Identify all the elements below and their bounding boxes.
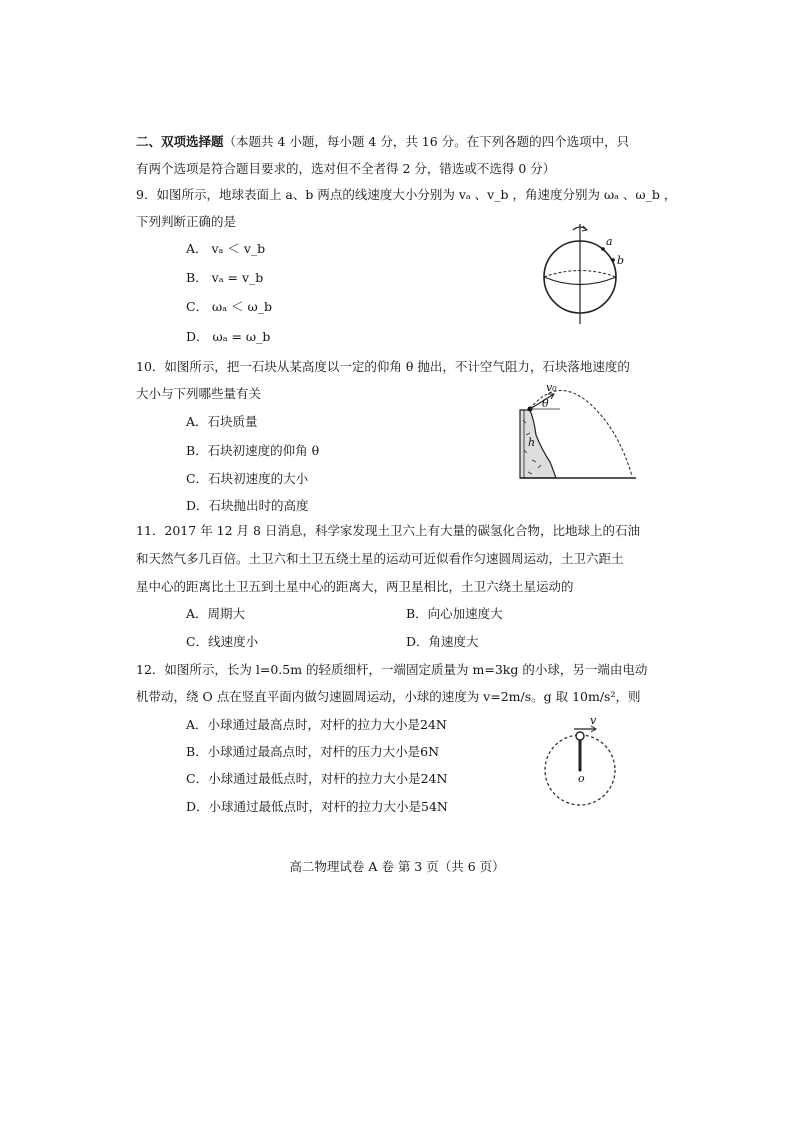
q9-earth-figure	[530, 222, 640, 326]
q9-option-c: C． ωₐ ＜ ω_b	[186, 299, 272, 314]
q9-option-a: A． vₐ ＜ v_b	[186, 241, 266, 256]
q12-option-a: A．小球通过最高点时，对杆的拉力大小是24N	[186, 717, 447, 732]
q11-option-b: B．向心加速度大	[406, 606, 503, 621]
q10-stem-line2: 大小与下列哪些量有关	[136, 386, 262, 401]
page-footer: 高二物理试卷 A 卷 第 3 页（共 6 页）	[289, 859, 505, 874]
section-header	[136, 133, 629, 151]
q10-label-theta: θ	[542, 397, 549, 410]
q11-stem-line2: 和天然气多几百倍。土卫六和土卫五绕土星的运动可近似看作匀速圆周运动，土卫六距土	[136, 551, 624, 566]
q12-label-o: o	[578, 772, 585, 785]
q12-stem-line2: 机带动，绕 O 点在竖直平面内做匀速圆周运动，小球的速度为 v=2m/s。g 取 10m/s²，则	[136, 689, 641, 704]
q12-ball	[576, 732, 584, 740]
q11-stem-line1: 11．2017 年 12 月 8 日消息，科学家发现土卫六上有大量的碳氢化合物，比地球上的石油	[136, 523, 640, 538]
q9-option-d: D． ωₐ = ω_b	[186, 329, 271, 344]
q10-option-c: C．石块初速度的大小	[186, 471, 309, 486]
q10-label-h: h	[528, 436, 536, 449]
q10-projectile-figure	[514, 380, 644, 484]
section-instructions-line2: 有两个选项是符合题目要求的，选对但不全者得 2 分，错选或不选得 0 分）	[136, 161, 556, 176]
q9-label-b: b	[617, 254, 625, 267]
q12-stem-line1: 12．如图所示，长为 l=0.5m 的轻质细杆，一端固定质量为 m=3kg 的小球，另一端由电动	[136, 662, 648, 677]
q10-option-a: A．石块质量	[186, 414, 258, 429]
q12-option-c: C．小球通过最低点时，对杆的拉力大小是24N	[186, 771, 448, 786]
q10-option-d: D．石块抛出时的高度	[186, 498, 309, 513]
q12-option-b: B．小球通过最高点时，对杆的压力大小是6N	[186, 744, 440, 759]
section-title: 二、双项选择题	[136, 134, 224, 149]
q12-label-v: v	[590, 714, 597, 727]
q12-circular-motion-figure	[540, 712, 636, 810]
q10-option-b: B．石块初速度的仰角 θ	[186, 443, 320, 458]
q9-option-b: B． vₐ = v_b	[186, 270, 264, 285]
q9-stem-line2: 下列判断正确的是	[136, 214, 237, 229]
q9-point-b	[611, 258, 615, 262]
q11-option-d: D．角速度大	[406, 634, 479, 649]
q9-label-a: a	[606, 235, 613, 248]
q12-option-d: D．小球通过最低点时，对杆的拉力大小是54N	[186, 799, 448, 814]
q9-point-a	[601, 247, 605, 251]
q11-option-c: C．线速度小	[186, 634, 259, 649]
section-instructions-line1: （本题共 4 小题，每小题 4 分，共 16 分。在下列各题的四个选项中，只	[223, 134, 630, 149]
q9-stem-line1: 9．如图所示，地球表面上 a、b 两点的线速度大小分别为 vₐ 、v_b ，角速度分别为 ωₐ 、ω_b ，	[136, 187, 677, 202]
q11-option-a: A．周期大	[186, 606, 246, 621]
q11-stem-line3: 星中心的距离比土卫五到土星中心的距离大，两卫星相比，土卫六绕土星运动的	[136, 579, 574, 594]
q10-label-v0: v₀	[546, 381, 557, 394]
q10-stem-line1: 10．如图所示，把一石块从某高度以一定的仰角 θ 抛出，不计空气阻力，石块落地速度的	[136, 359, 630, 374]
